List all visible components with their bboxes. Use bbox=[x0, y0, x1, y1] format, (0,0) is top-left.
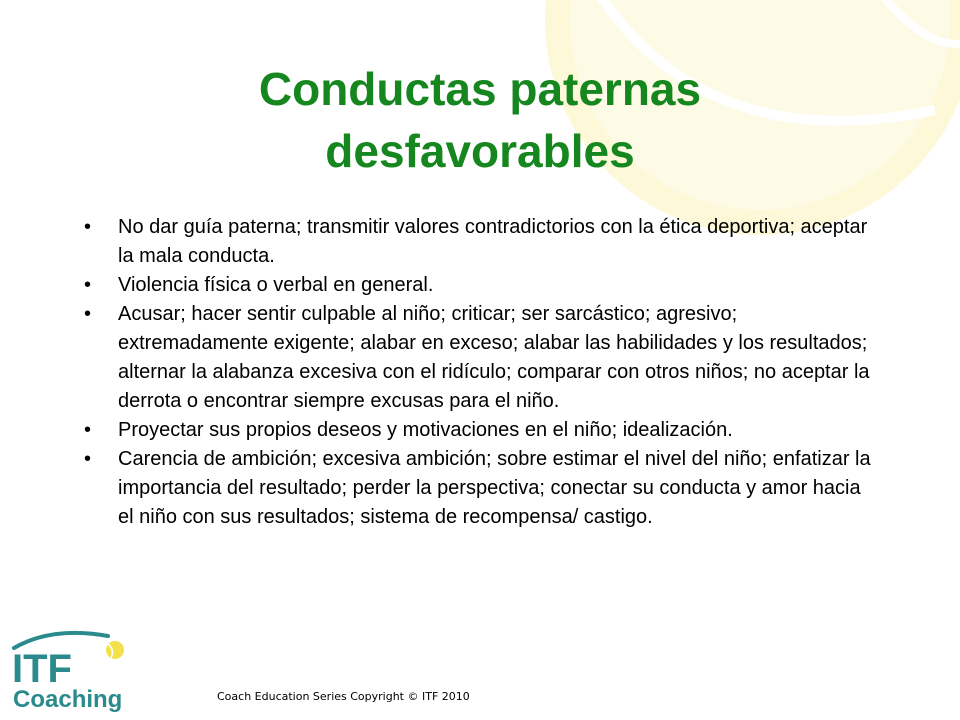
bullet-dot: • bbox=[84, 448, 92, 470]
slide-title bbox=[120, 58, 840, 182]
itf-coaching-logo bbox=[12, 628, 137, 714]
list-item bbox=[80, 300, 880, 416]
bullet-text: Violencia física o verbal en general. bbox=[118, 274, 434, 296]
list-item bbox=[80, 445, 880, 532]
logo-itf-text: ITF bbox=[12, 647, 72, 691]
bullet-text: Proyectar sus propios deseos y motivaciones en el niño; idealización. bbox=[118, 419, 733, 441]
bullet-list bbox=[80, 213, 880, 532]
footer-copyright: Coach Education Series Copyright © ITF 2010 bbox=[217, 690, 470, 703]
bullet-dot: • bbox=[84, 303, 92, 325]
bullet-dot: • bbox=[84, 274, 92, 296]
list-item bbox=[80, 271, 880, 300]
list-item bbox=[80, 213, 880, 271]
bullet-text: Carencia de ambición; excesiva ambición; sobre estimar el nivel del niño; enfatizar la importancia del resultado; perder la perspectiva; conectar su conducta y amor hacia el niño con sus resultados; sistema de recompensa/ castigo. bbox=[118, 448, 871, 528]
logo-coaching-text: Coaching bbox=[13, 686, 123, 713]
bullet-text: No dar guía paterna; transmitir valores contradictorios con la ética deportiva; aceptar la mala conducta. bbox=[118, 216, 868, 267]
bullet-text: Acusar; hacer sentir culpable al niño; criticar; ser sarcástico; agresivo; extremadamente exigente; alabar en exceso; alabar las habilidades y los resultados; alternar la alabanza excesiva con el ridículo; comparar con otros niños; no aceptar la derrota o encontrar siempre excusas para el niño. bbox=[118, 303, 870, 412]
bullet-dot: • bbox=[84, 419, 92, 441]
list-item bbox=[80, 416, 880, 445]
title-line-2: desfavorables bbox=[325, 125, 635, 177]
title-line-1: Conductas paternas bbox=[258, 63, 702, 115]
bullet-dot: • bbox=[84, 216, 92, 238]
